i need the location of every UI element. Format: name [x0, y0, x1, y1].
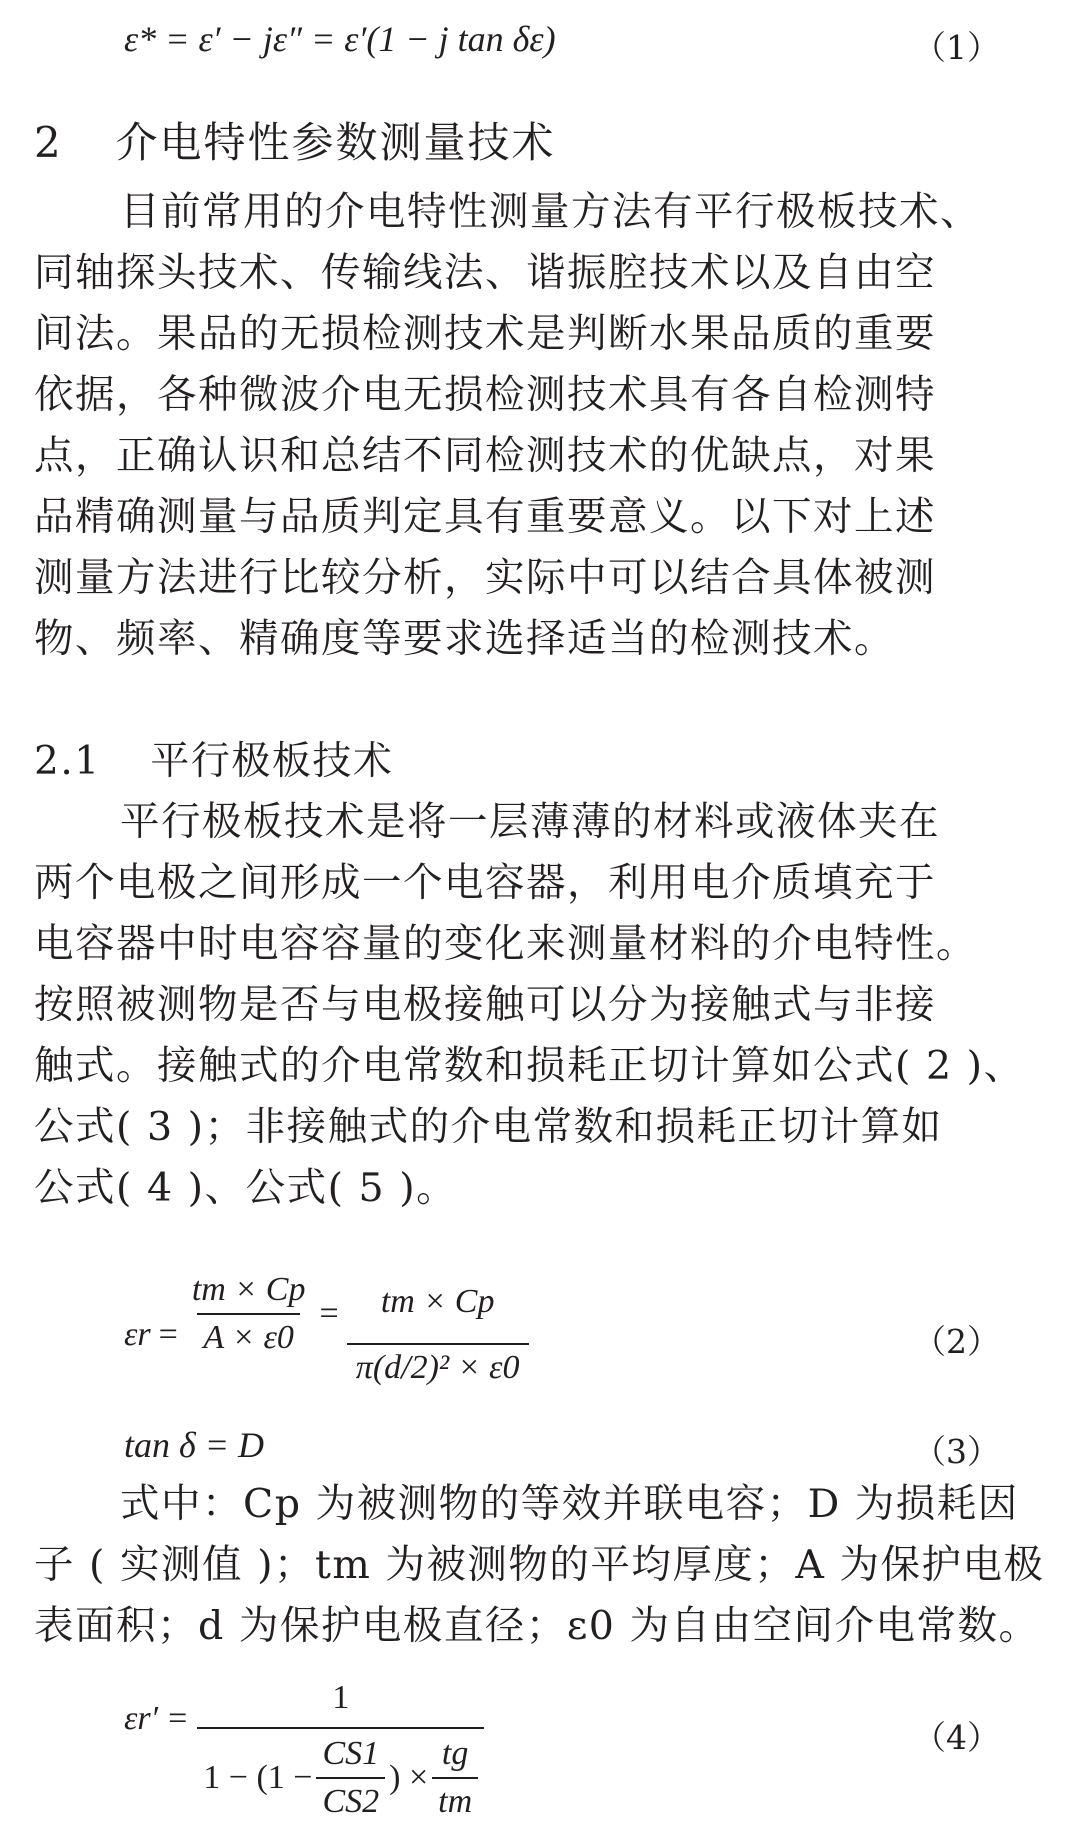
paragraph-definitions: [34, 1474, 1045, 1657]
equation-4: [0, 1660, 1068, 1840]
text-line: 依据，各种微波介电无损检测技术具有各自检测特: [34, 372, 936, 418]
equation-1: [0, 8, 1068, 78]
equation-2-lhs: εr: [124, 1316, 151, 1353]
equation-2-fraction-1: [186, 1271, 312, 1357]
equation-4-numerator: 1: [332, 1679, 350, 1716]
text-line: 公式( 4 )、公式( 5 )。: [34, 1165, 458, 1211]
equation-1-formula: ε* = ε′ − jε″ = ε′(1 − j tan δε): [124, 19, 556, 59]
equation-2-fraction-1-numerator: tm × Cp: [191, 1271, 306, 1308]
equation-4-times: ) ×: [389, 1759, 429, 1796]
section-heading: [34, 110, 555, 170]
subsection-heading: [34, 730, 393, 786]
section-number: 2: [34, 118, 63, 167]
equation-2-fraction-2: [347, 1283, 529, 1387]
text-line: 平行极板技术是将一层薄薄的材料或液体夹在: [120, 799, 940, 845]
equation-4-cs2: CS2: [316, 1777, 385, 1821]
equation-2: [0, 1260, 1068, 1410]
equation-2-fraction-2-numerator: tm × Cp: [380, 1283, 495, 1320]
equation-2-number: （2）: [913, 1322, 1000, 1361]
text-line: 点，正确认识和总结不同检测技术的优缺点，对果: [34, 433, 936, 479]
text-line: 品精确测量与品质判定具有重要意义。以下对上述: [34, 494, 936, 540]
text-line: 式中：Cp 为被测物的等效并联电容；D 为损耗因: [120, 1481, 1019, 1527]
equation-4-inner-fraction: [316, 1735, 385, 1821]
text-line: 触式。接触式的介电常数和损耗正切计算如公式( 2 )、: [34, 1043, 1025, 1089]
text-line: 物、频率、精确度等要求选择适当的检测技术。: [34, 616, 895, 662]
text-line: 间法。果品的无损检测技术是判断水果品质的重要: [34, 311, 936, 357]
text-line: 电容器中时电容容量的变化来测量材料的介电特性。: [34, 921, 977, 967]
equation-4-number: （4）: [913, 1718, 1000, 1757]
equation-4-tg: tg: [441, 1735, 469, 1772]
text-line: 两个电极之间形成一个电容器，利用电介质填充于: [34, 860, 936, 906]
text-line: 按照被测物是否与电极接触可以分为接触式与非接: [34, 982, 936, 1028]
text-line: 表面积；d 为保护电极直径；ε0 为自由空间介电常数。: [34, 1603, 1040, 1649]
equation-4-den-prefix: 1 − (1 −: [203, 1759, 313, 1796]
text-line: 子 ( 实测值 )；tm 为被测物的平均厚度；A 为保护电极: [34, 1542, 1045, 1588]
equation-1-number: （1）: [913, 28, 1000, 67]
equation-4-lhs: εr′: [124, 1700, 159, 1737]
section-title: 介电特性参数测量技术: [115, 118, 556, 167]
paragraph-parallel-plate: [34, 792, 1034, 1219]
equation-3-formula: tan δ = D: [124, 1425, 265, 1465]
equation-4-denominator: [197, 1727, 484, 1821]
equation-4-fraction: [197, 1679, 484, 1821]
equation-4-thickness-fraction: [432, 1735, 478, 1821]
subsection-number: 2.1: [34, 739, 101, 784]
equation-2-fraction-2-denominator: π(d/2)² × ε0: [347, 1343, 529, 1387]
text-line: 公式( 3 )；非接触式的介电常数和损耗正切计算如: [34, 1104, 943, 1150]
text-line: 测量方法进行比较分析，实际中可以结合具体被测: [34, 555, 936, 601]
equation-3-number: （3）: [913, 1432, 1000, 1471]
equation-4-tm: tm: [432, 1777, 478, 1821]
subsection-title: 平行极板技术: [150, 739, 394, 784]
paragraph-intro: [34, 182, 1034, 670]
equation-2-fraction-1-denominator: A × ε0: [197, 1313, 300, 1357]
text-line: 目前常用的介电特性测量方法有平行极板技术、: [120, 189, 981, 235]
equation-4-formula: εr′ = 1 1 − (1 − $\frac{CS1}{CS2}$ ) × $\frac{tg}{tm}$: [124, 1660, 484, 1840]
equation-2-formula: εr = $\frac{tm \times Cp}{A \times \varepsilon 0}$ = $\frac{tm \times Cp}{\text{π(d/2)² × ε0}}$: [124, 1260, 529, 1410]
text-line: 同轴探头技术、传输线法、谐振腔技术以及自由空: [34, 250, 936, 296]
equation-4-cs1: CS1: [322, 1735, 380, 1772]
equation-3: [0, 1420, 1068, 1476]
